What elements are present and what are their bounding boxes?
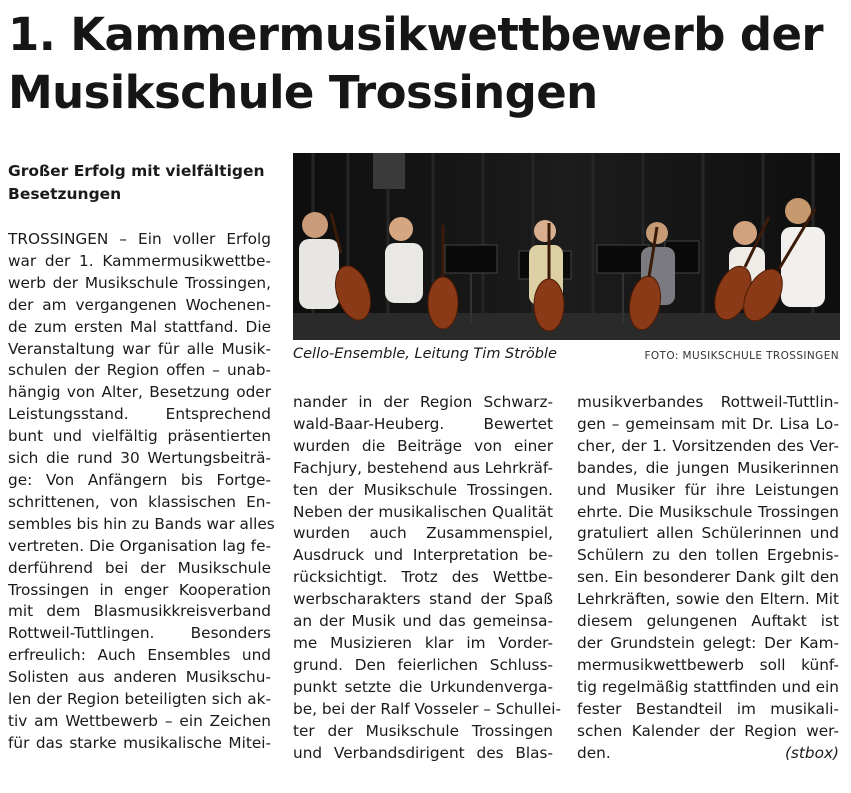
text-line: Lehrkräften, sowie den Eltern. Mit [577, 590, 839, 609]
text-line: hängig von Alter, Besetzung oder [8, 383, 271, 402]
text-line: gratuliert allen Schülerinnen und [577, 524, 839, 543]
text-line: tiv am Wettbewerb – ein Zeichen [8, 711, 271, 730]
text-line: be, bei der Ralf Vosseler – Schullei- [293, 699, 562, 718]
text-line: de zum ersten Mal stattfand. Die [8, 317, 271, 336]
cello-ensemble-image [293, 153, 840, 340]
article-headline: 1. Kammermusikwettbewerb der Musikschule Trossingen [8, 8, 823, 119]
text-line: Schülern zu den tollen Ergebnis- [577, 546, 839, 565]
text-line: war der 1. Kammermusikwettbe- [8, 251, 271, 270]
text-line: mit dem Blasmusikkreisverband [8, 602, 271, 621]
article-subheading: Großer Erfolg mit vielfältigen Besetzungen [8, 162, 265, 203]
text-line: Rottweil-Tuttlingen. Besonders [8, 624, 271, 643]
author-signature: (stbox) [784, 743, 839, 762]
text-line: Neben der musikalischen Qualität [293, 502, 553, 521]
text-line: schrittenen, von klassischen En- [8, 492, 271, 511]
text-line: punkt setzte die Urkundenverga- [293, 677, 553, 696]
text-line: Veranstaltung war für alle Musik- [8, 339, 271, 358]
text-line: wurden die Beiträge von einer [293, 436, 553, 455]
text-line: werb der Musikschule Trossingen, [8, 273, 271, 292]
text-line: Ausdruck und Interpretation be- [293, 546, 553, 565]
text-line: sen. Ein besonderer Dank gilt den [577, 568, 839, 587]
text-line: ten der Musikschule Trossingen. [293, 480, 553, 499]
text-line: tig regelmäßig stattfinden und ein [577, 677, 839, 696]
text-line: Solisten aus anderen Musikschu- [8, 668, 271, 687]
text-line: me Musizieren klar im Vorder- [293, 633, 553, 652]
text-line: schen Kalender der Region wer- [577, 721, 839, 740]
text-line: und Musiker für ihre Leistungen [577, 480, 839, 499]
text-line: werbscharakters stand der Spaß [293, 590, 553, 609]
text-line: mermusikwettbewerb soll künf- [577, 655, 839, 674]
article-column-3 [577, 392, 839, 764]
text-line: bandes, die jungen Musikerinnen [577, 458, 839, 477]
photo-caption: Cello-Ensemble, Leitung Tim Ströble [293, 346, 557, 362]
text-line: schulen der Region offen – unab- [8, 361, 271, 380]
text-line: bunt und vielfältig präsentierten [8, 427, 271, 446]
text-line: wald-Baar-Heuberg. Bewertet [293, 414, 553, 433]
text-line: rücksichtigt. Trotz des Wettbe- [293, 568, 553, 587]
text-line: und Verbandsdirigent des Blas- [293, 743, 553, 762]
text-line: sembles bis hin zu Bands war alles [8, 514, 275, 533]
text-line: grund. Den feierlichen Schluss- [293, 655, 553, 674]
text-line: fester Bestandteil im musikali- [577, 699, 839, 718]
text-line: ter der Musikschule Trossingen [293, 721, 553, 740]
text-line: Leistungsstand. Entsprechend [8, 405, 271, 424]
ensemble-photo [293, 153, 840, 340]
text-line: derführend bei der Musikschule [8, 558, 271, 577]
text-line: Trossingen in enger Kooperation [8, 580, 271, 599]
text-line: erfreulich: Auch Ensembles und [8, 646, 271, 665]
text-line: wurden auch Zusammenspiel, [293, 524, 553, 543]
text-line: vertreten. Die Organisation lag fe- [8, 536, 271, 555]
text-line: ge: Von Anfängern bis Fortge- [8, 470, 271, 489]
text-line: der am vergangenen Wochenen- [8, 295, 271, 314]
text-line: ehrte. Die Musikschule Trossingen [577, 502, 839, 521]
text-line: TROSSINGEN – Ein voller Erfolg [8, 230, 271, 248]
text-line: der Grundstein gelegt: Der Kam- [577, 633, 839, 652]
photo-credit: FOTO: MUSIKSCHULE TROSSINGEN [644, 350, 839, 362]
article-column-2 [293, 392, 562, 764]
text-line: Fachjury, bestehend aus Lehrkräf- [293, 458, 553, 477]
text-line: nander in der Region Schwarz- [293, 393, 553, 411]
text-line: gen – gemeinsam mit Dr. Lisa Lo- [577, 414, 839, 433]
text-line-final [577, 743, 839, 765]
text-line: diesem gelungenen Auftakt ist [577, 612, 839, 631]
text-line: len der Region beteiligten sich ak- [8, 690, 271, 709]
text-line: an der Musik und das gemeinsa- [293, 612, 553, 631]
final-word: den. [577, 743, 611, 762]
text-line: musikverbandes Rottweil-Tuttlin- [577, 393, 839, 411]
text-line: für das starke musikalische Mitei- [8, 733, 271, 752]
text-line: cher, der 1. Vorsitzenden des Ver- [577, 436, 839, 455]
text-line: sich die rund 30 Wertungsbeiträ- [8, 449, 271, 468]
article-column-1 [8, 229, 275, 755]
